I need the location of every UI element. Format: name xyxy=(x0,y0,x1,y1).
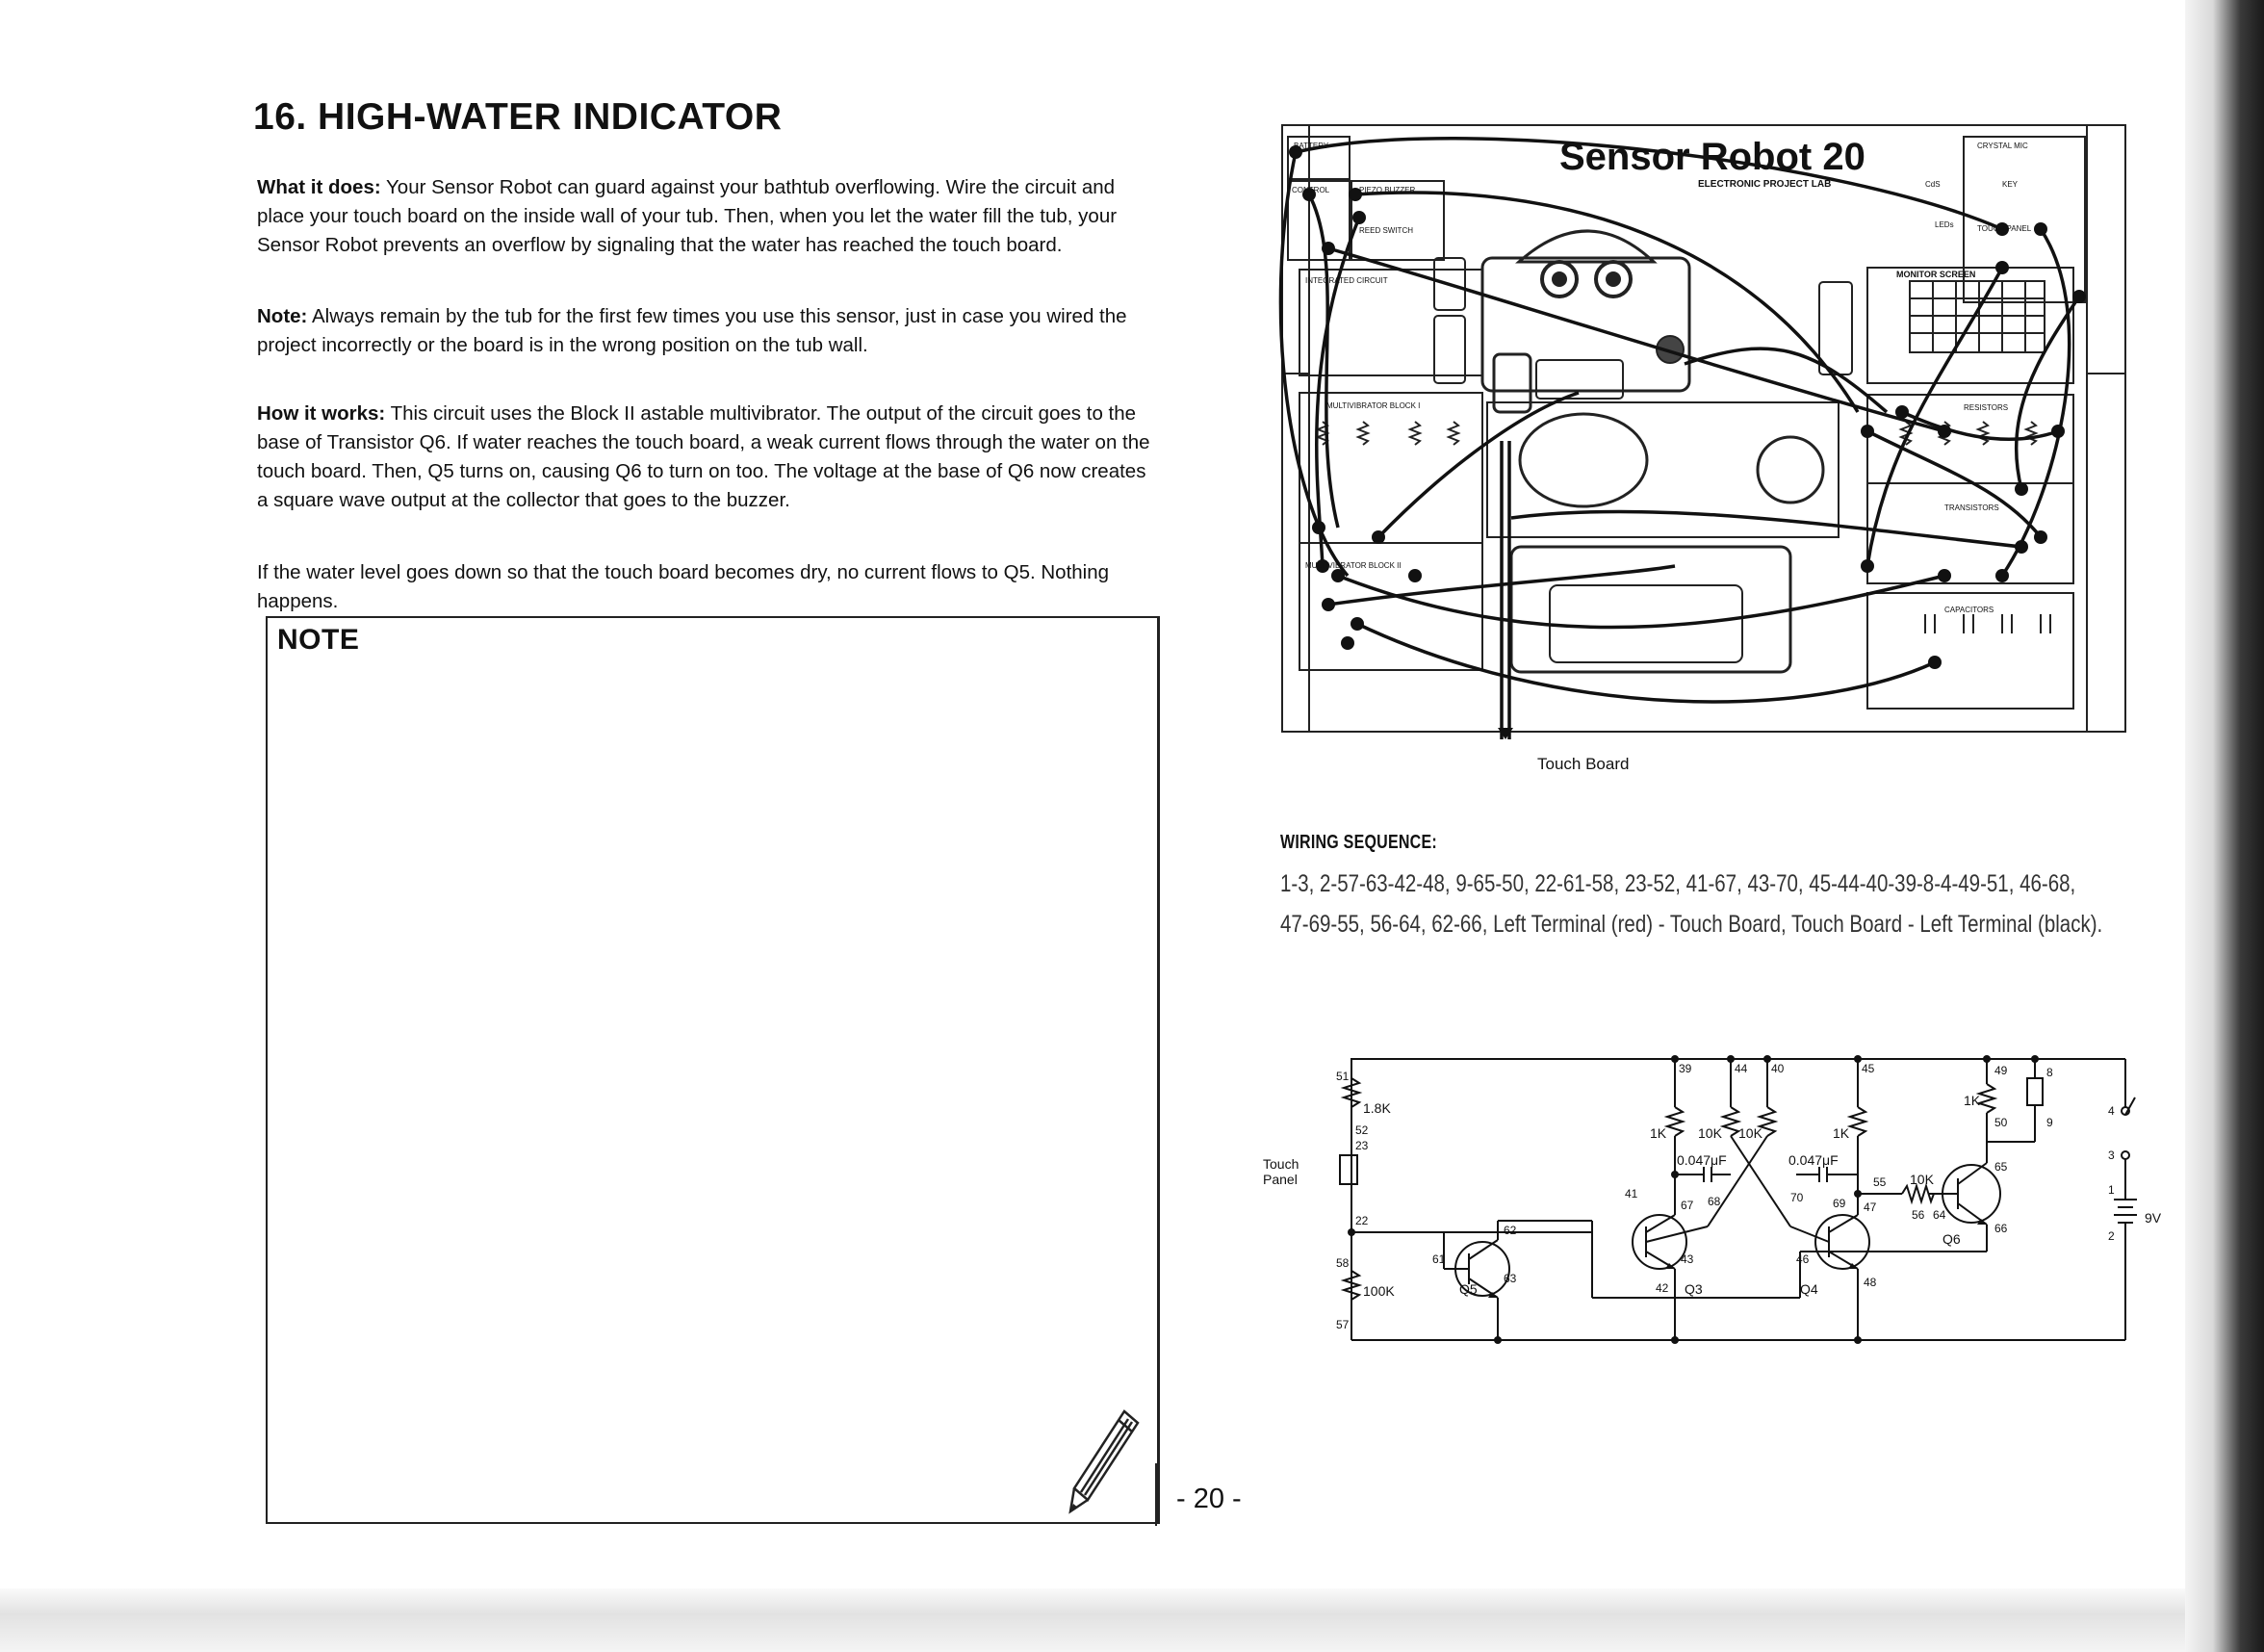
pin-label: 40 xyxy=(1771,1062,1785,1075)
pin-label: 48 xyxy=(1864,1276,1877,1289)
pin-label: 65 xyxy=(1994,1160,2008,1174)
pin-label: 8 xyxy=(2046,1066,2053,1079)
pin-label: 62 xyxy=(1504,1224,1517,1237)
transistors-label: TRANSISTORS xyxy=(1944,503,1999,512)
touch-panel-label-2: Panel xyxy=(1263,1172,1298,1187)
page-right-edge xyxy=(2185,0,2264,1652)
r-1k-q6-label: 1K xyxy=(1964,1093,1981,1108)
pin-label: 68 xyxy=(1708,1195,1721,1208)
pin-label: 56 xyxy=(1912,1208,1925,1222)
pin-label: 52 xyxy=(1355,1123,1369,1137)
pin-label: 23 xyxy=(1355,1139,1369,1152)
pin-label: 43 xyxy=(1681,1252,1694,1266)
wiring-sequence-text xyxy=(1280,864,2196,944)
wiring-line-2: 47-69-55, 56-64, 62-66, Left Terminal (red) - Touch Board, Touch Board - Left Terminal (black). xyxy=(1280,911,2103,938)
cds-label: CdS xyxy=(1925,180,1941,189)
pin-label: 2 xyxy=(2108,1229,2115,1243)
q4-label: Q4 xyxy=(1800,1281,1818,1297)
circuit-schematic xyxy=(1251,1049,2195,1357)
key-label: KEY xyxy=(2002,180,2019,189)
note-box xyxy=(266,616,1160,1524)
pin-label: 41 xyxy=(1625,1187,1638,1200)
pin-label: 69 xyxy=(1833,1197,1846,1210)
pin-label: 4 xyxy=(2108,1104,2115,1118)
integrated-circuit-label: INTEGRATED CIRCUIT xyxy=(1305,276,1388,285)
pin-label: 44 xyxy=(1735,1062,1748,1075)
board-frame xyxy=(1282,125,2125,732)
what-it-does-label: What it does: xyxy=(257,176,381,198)
note-paragraph xyxy=(257,302,1152,360)
pin-label: 3 xyxy=(2108,1149,2115,1162)
pin-label: 39 xyxy=(1679,1062,1692,1075)
pin-label: 55 xyxy=(1873,1175,1887,1189)
piezo-label: PIEZO BUZZER xyxy=(1359,186,1416,194)
how-it-works-paragraph xyxy=(257,400,1152,515)
touch-board-label: Touch Board xyxy=(1537,755,1630,773)
multivibrator-block-2-label: MULTIVIBRATOR BLOCK II xyxy=(1305,561,1402,570)
pin-label: 46 xyxy=(1796,1252,1810,1266)
note-box-title: NOTE xyxy=(277,624,360,656)
pin-label: 47 xyxy=(1864,1200,1877,1214)
pin-label: 70 xyxy=(1790,1191,1804,1204)
pin-label: 66 xyxy=(1994,1222,2008,1235)
wiring-line-1: 1-3, 2-57-63-42-48, 9-65-50, 22-61-58, 23-52, 41-67, 43-70, 45-44-40-39-8-4-49-51, 46-68, xyxy=(1280,870,2076,897)
page-number: - 20 - xyxy=(1176,1484,1242,1514)
resistors-label: RESISTORS xyxy=(1964,403,2009,412)
wiring-sequence-title: WIRING SEQUENCE: xyxy=(1280,832,1437,853)
note-text: Always remain by the tub for the first few times you use this sensor, just in case you wired the project incorrectly or the board is in the wrong position on the tub wall. xyxy=(257,305,1127,356)
pin-label: 50 xyxy=(1994,1116,2008,1129)
pin-label: 67 xyxy=(1681,1199,1694,1212)
pin-label: 22 xyxy=(1355,1214,1369,1227)
r-1k-q4-label: 1K xyxy=(1833,1125,1850,1141)
pin-label: 63 xyxy=(1504,1272,1517,1285)
pin-label: 9 xyxy=(2046,1116,2053,1129)
pin-label: 51 xyxy=(1336,1070,1350,1083)
dry-paragraph: If the water level goes down so that the touch board becomes dry, no current flows to Q5. Nothing happens. xyxy=(257,561,1110,612)
pin-label: 64 xyxy=(1933,1208,1946,1222)
page-title: 16. HIGH-WATER INDICATOR xyxy=(253,96,783,138)
cap-1-label: 0.047μF xyxy=(1677,1152,1727,1168)
pin-label: 1 xyxy=(2108,1183,2115,1197)
gutter-line xyxy=(1155,1463,1157,1526)
capacitors-label: CAPACITORS xyxy=(1944,606,1994,614)
q6-label: Q6 xyxy=(1942,1231,1961,1247)
what-it-does-text: Your Sensor Robot can guard against your bathtub overflowing. Wire the circuit and place your touch board on the inside wall of your tub. Then, when you let the water fill the tub, your Sensor Robot prevents an overflow by signaling that the water has reached the touch board. xyxy=(257,176,1118,256)
touch-panel-label-1: Touch xyxy=(1263,1156,1299,1172)
page-bottom-shadow xyxy=(0,1588,2264,1652)
battery-9v-label: 9V xyxy=(2145,1210,2162,1226)
r-100k-label: 100K xyxy=(1363,1283,1395,1299)
note-label: Note: xyxy=(257,305,308,327)
leds-label: LEDs xyxy=(1935,220,1954,229)
pin-label: 58 xyxy=(1336,1256,1350,1270)
battery-label: BATTERY xyxy=(1294,142,1329,150)
pin-label: 49 xyxy=(1994,1064,2008,1077)
board-title: Sensor Robot 20 xyxy=(1559,136,1865,178)
reed-label: REED SWITCH xyxy=(1359,226,1413,235)
touch-panel-label: TOUCH PANEL xyxy=(1977,224,2032,233)
r-10k-q6-label: 10K xyxy=(1910,1172,1934,1187)
q5-label: Q5 xyxy=(1459,1281,1478,1297)
how-it-works-label: How it works: xyxy=(257,402,386,425)
crystal-mic-label: CRYSTAL MIC xyxy=(1977,142,2028,150)
multivibrator-block-1-label: MULTIVIBRATOR BLOCK I xyxy=(1326,401,1421,410)
r-1-8k-label: 1.8K xyxy=(1363,1100,1391,1116)
pin-label: 45 xyxy=(1862,1062,1875,1075)
q3-label: Q3 xyxy=(1685,1281,1703,1297)
pin-label: 42 xyxy=(1656,1281,1669,1295)
pin-label: 57 xyxy=(1336,1318,1350,1331)
monitor-screen-label: MONITOR SCREEN xyxy=(1896,270,1976,279)
cap-2-label: 0.047μF xyxy=(1788,1152,1839,1168)
r-10k-a-label: 10K xyxy=(1698,1125,1722,1141)
what-it-does-paragraph xyxy=(257,173,1152,260)
pencil-icon xyxy=(1049,1404,1145,1524)
how-it-works-text: This circuit uses the Block II astable multivibrator. The output of the circuit goes to the base of Transistor Q6. If water reaches the touch board, a weak current flows through the water on the touch board. Then, Q5 turns on, causing Q6 to turn on too. The voltage at the base of Q6 now creates a square wave output at the collector that goes to the buzzer. xyxy=(257,402,1150,511)
pin-label: 61 xyxy=(1432,1252,1446,1266)
wiring-board-diagram xyxy=(1271,123,2127,739)
r-1k-q3-label: 1K xyxy=(1650,1125,1667,1141)
control-label: CONTROL xyxy=(1292,186,1330,194)
r-10k-b-label: 10K xyxy=(1738,1125,1762,1141)
board-subtitle: ELECTRONIC PROJECT LAB xyxy=(1698,179,1832,190)
